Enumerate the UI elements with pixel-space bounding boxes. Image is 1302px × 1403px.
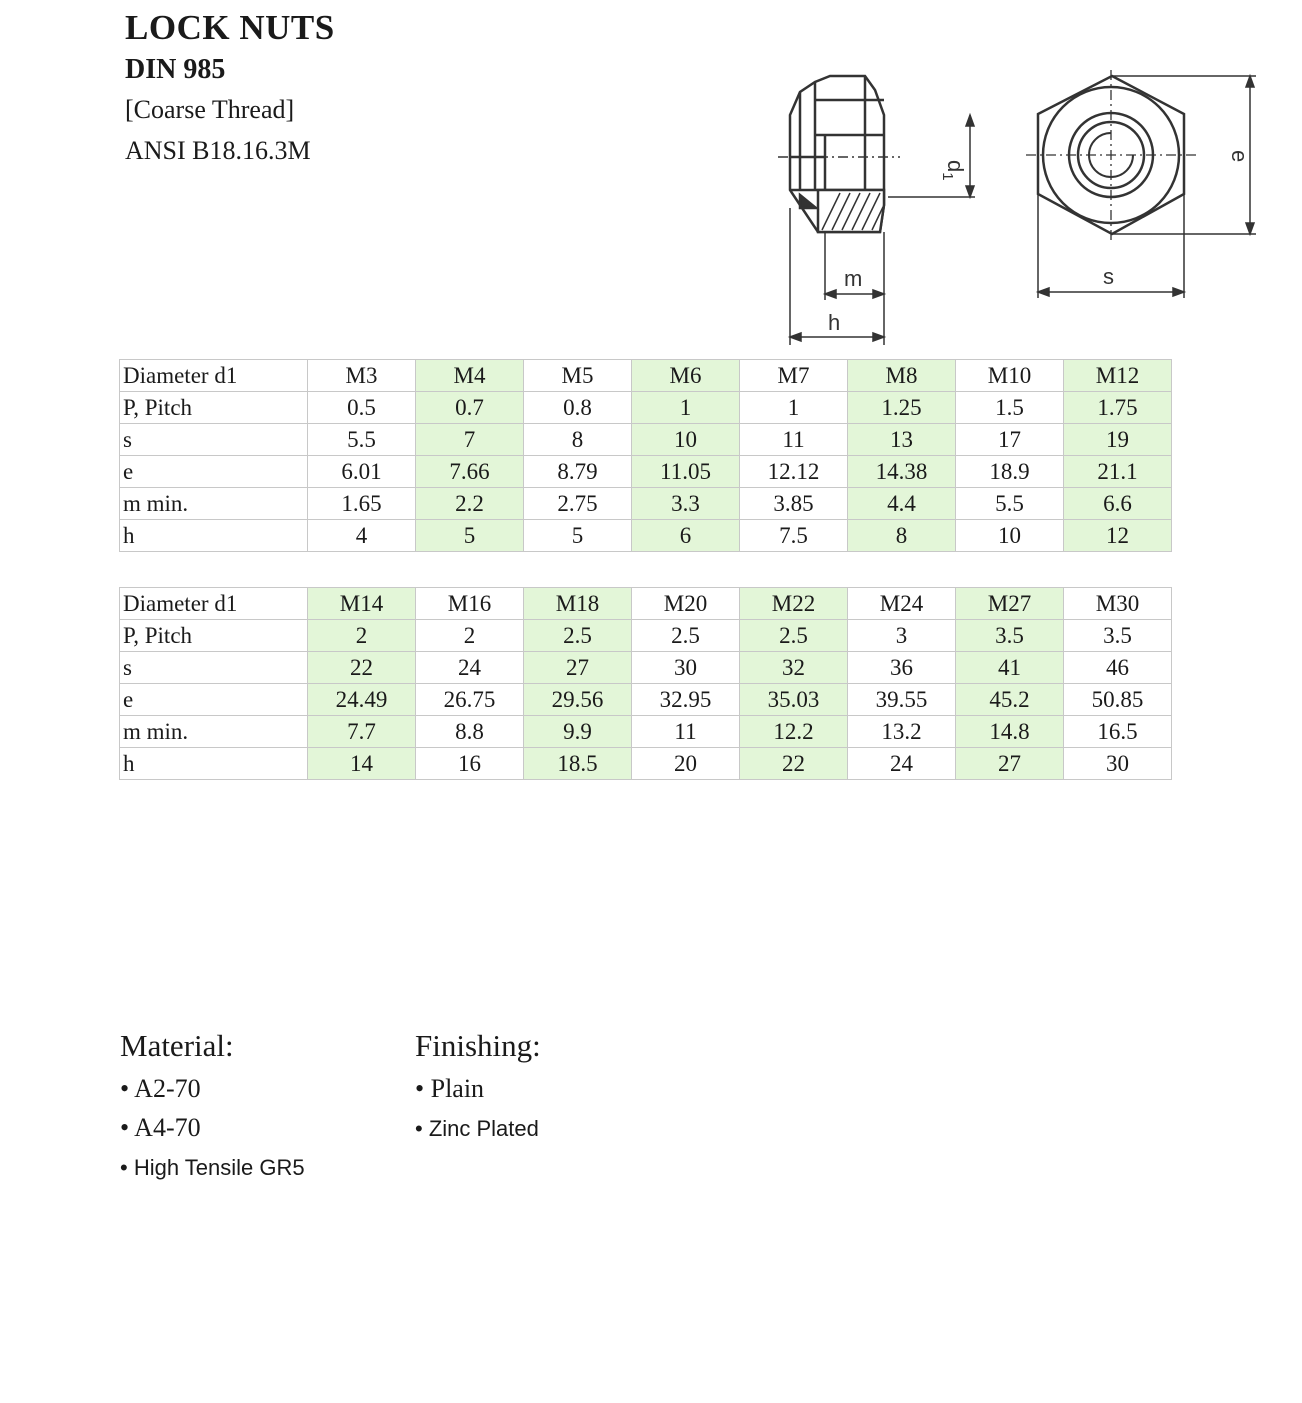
size-cell: M6 [632, 360, 740, 392]
size-cell: M18 [524, 588, 632, 620]
table-cell: 5 [524, 520, 632, 552]
table-cell: 30 [632, 652, 740, 684]
table-cell: 10 [956, 520, 1064, 552]
table-cell: 18.5 [524, 748, 632, 780]
size-cell: M5 [524, 360, 632, 392]
table-row [120, 520, 1172, 552]
size-cell: M24 [848, 588, 956, 620]
table-cell: 4.4 [848, 488, 956, 520]
table-cell: 2.5 [632, 620, 740, 652]
table-cell: 50.85 [1064, 684, 1172, 716]
page-title: LOCK NUTS [125, 8, 335, 47]
table-cell: 22 [308, 652, 416, 684]
table-cell: 1 [740, 392, 848, 424]
table-cell: 1.65 [308, 488, 416, 520]
table-cell: 2 [308, 620, 416, 652]
h-label: h [828, 310, 841, 335]
table-cell: 3 [848, 620, 956, 652]
table-cell: 1.5 [956, 392, 1064, 424]
m-label: m [844, 266, 863, 291]
table-cell: 46 [1064, 652, 1172, 684]
table-row [120, 488, 1172, 520]
table-cell: 10 [632, 424, 740, 456]
table-cell: 30 [1064, 748, 1172, 780]
table-cell: 3.5 [1064, 620, 1172, 652]
material-item: • A4-70 [120, 1113, 201, 1142]
table-cell: 17 [956, 424, 1064, 456]
table-cell: 24 [416, 652, 524, 684]
row-label: e [120, 456, 308, 488]
table-cell: 3.3 [632, 488, 740, 520]
table-row [120, 652, 1172, 684]
table-cell: 3.85 [740, 488, 848, 520]
size-cell: M22 [740, 588, 848, 620]
table-cell: 8.8 [416, 716, 524, 748]
table-cell: 36 [848, 652, 956, 684]
table-row [120, 684, 1172, 716]
side-view [790, 76, 884, 232]
row-label: e [120, 684, 308, 716]
table-cell: 9.9 [524, 716, 632, 748]
table-cell: 16 [416, 748, 524, 780]
table-cell: 29.56 [524, 684, 632, 716]
row-label: Diameter d1 [120, 588, 308, 620]
table-cell: 0.5 [308, 392, 416, 424]
table-cell: 0.8 [524, 392, 632, 424]
table-cell: 7.66 [416, 456, 524, 488]
table-row [120, 748, 1172, 780]
row-label: P, Pitch [120, 620, 308, 652]
table-row [120, 392, 1172, 424]
row-label: m min. [120, 488, 308, 520]
table-cell: 7.5 [740, 520, 848, 552]
table-cell: 21.1 [1064, 456, 1172, 488]
table-cell: 5.5 [956, 488, 1064, 520]
table-cell: 14.38 [848, 456, 956, 488]
table-cell: 12.2 [740, 716, 848, 748]
table-cell: 14 [308, 748, 416, 780]
ansi-reference: ANSI B18.16.3M [125, 136, 311, 165]
table-row [120, 620, 1172, 652]
table-cell: 2.5 [740, 620, 848, 652]
table-cell: 6.6 [1064, 488, 1172, 520]
table-cell: 39.55 [848, 684, 956, 716]
table-cell: 6 [632, 520, 740, 552]
finishing-item: • Plain [415, 1074, 485, 1103]
table-cell: 32 [740, 652, 848, 684]
table-cell: 11.05 [632, 456, 740, 488]
table-cell: 12.12 [740, 456, 848, 488]
table-cell: 14.8 [956, 716, 1064, 748]
s-label: s [1103, 264, 1114, 289]
finishing-item: • Zinc Plated [415, 1116, 539, 1141]
table-cell: 13.2 [848, 716, 956, 748]
row-label: s [120, 652, 308, 684]
size-cell: M20 [632, 588, 740, 620]
size-cell: M27 [956, 588, 1064, 620]
table-cell: 8 [524, 424, 632, 456]
table-cell: 8.79 [524, 456, 632, 488]
table-cell: 35.03 [740, 684, 848, 716]
material-item: • A2-70 [120, 1074, 201, 1103]
table-cell: 32.95 [632, 684, 740, 716]
table-row [120, 456, 1172, 488]
thread-type: [Coarse Thread] [125, 95, 295, 124]
table-cell: 2.2 [416, 488, 524, 520]
size-cell: M30 [1064, 588, 1172, 620]
table-cell: 27 [524, 652, 632, 684]
table-row [120, 716, 1172, 748]
row-label: m min. [120, 716, 308, 748]
table-cell: 45.2 [956, 684, 1064, 716]
size-cell: M4 [416, 360, 524, 392]
table-cell: 2 [416, 620, 524, 652]
table-cell: 20 [632, 748, 740, 780]
table-cell: 1.75 [1064, 392, 1172, 424]
row-label: P, Pitch [120, 392, 308, 424]
table-cell: 41 [956, 652, 1064, 684]
table-cell: 12 [1064, 520, 1172, 552]
size-table-1 [119, 359, 1172, 552]
table-cell: 11 [632, 716, 740, 748]
table-cell: 5.5 [308, 424, 416, 456]
table-cell: 11 [740, 424, 848, 456]
table-row [120, 588, 1172, 620]
table-cell: 16.5 [1064, 716, 1172, 748]
table-cell: 22 [740, 748, 848, 780]
size-cell: M7 [740, 360, 848, 392]
table-cell: 2.75 [524, 488, 632, 520]
size-cell: M3 [308, 360, 416, 392]
row-label: h [120, 748, 308, 780]
table-cell: 6.01 [308, 456, 416, 488]
size-cell: M10 [956, 360, 1064, 392]
size-table-2 [119, 587, 1172, 780]
table-cell: 27 [956, 748, 1064, 780]
standard-label: DIN 985 [125, 54, 226, 85]
table-cell: 18.9 [956, 456, 1064, 488]
table-cell: 7.7 [308, 716, 416, 748]
row-label: s [120, 424, 308, 456]
table-cell: 7 [416, 424, 524, 456]
table-cell: 5 [416, 520, 524, 552]
table-cell: 24.49 [308, 684, 416, 716]
d1-dimension [888, 115, 975, 197]
row-label: Diameter d1 [120, 360, 308, 392]
table-cell: 1.25 [848, 392, 956, 424]
table-cell: 24 [848, 748, 956, 780]
size-cell: M12 [1064, 360, 1172, 392]
size-cell: M14 [308, 588, 416, 620]
size-cell: M8 [848, 360, 956, 392]
lock-nut-drawing [770, 60, 1270, 350]
table-row [120, 424, 1172, 456]
table-cell: 4 [308, 520, 416, 552]
finishing-heading: Finishing: [415, 1028, 541, 1063]
size-cell: M16 [416, 588, 524, 620]
table-cell: 26.75 [416, 684, 524, 716]
e-label: e [1227, 150, 1252, 163]
table-cell: 3.5 [956, 620, 1064, 652]
d1-label: $d_1$ [939, 160, 968, 181]
material-heading: Material: [120, 1028, 234, 1063]
table-cell: 0.7 [416, 392, 524, 424]
table-cell: 13 [848, 424, 956, 456]
table-row [120, 360, 1172, 392]
table-cell: 19 [1064, 424, 1172, 456]
material-item: • High Tensile GR5 [120, 1155, 305, 1180]
table-cell: 8 [848, 520, 956, 552]
top-centre-lines [1026, 70, 1196, 242]
table-cell: 2.5 [524, 620, 632, 652]
table-cell: 1 [632, 392, 740, 424]
row-label: h [120, 520, 308, 552]
